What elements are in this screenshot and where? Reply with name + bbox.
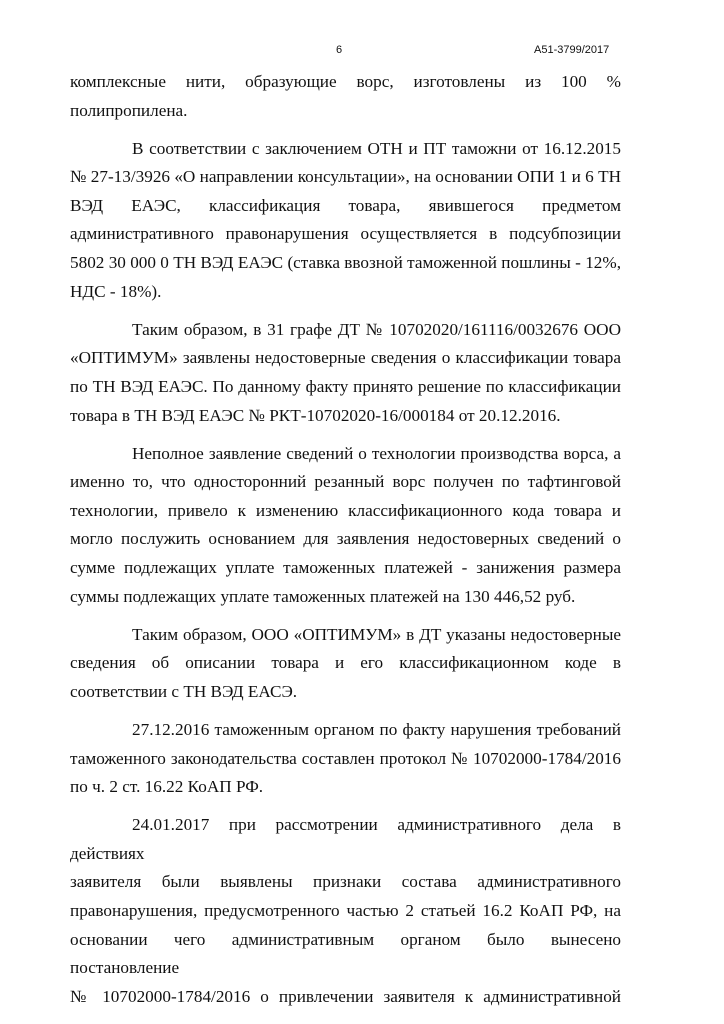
text-line: № 27-13/3926 «О направлении консультации», на основании ОПИ 1 и 6 ТН xyxy=(70,167,621,187)
text-line: Таким образом, ООО «ОПТИМУМ» в ДТ указаны недостоверные xyxy=(132,624,621,644)
paragraph-false-info xyxy=(70,621,621,707)
paragraph-protocol xyxy=(70,716,621,802)
text-line: сведения об описании товара и его классификационном коде в xyxy=(70,653,621,673)
text-line: могло послужить основанием для заявления недостоверных сведений о xyxy=(70,529,621,549)
paragraph-classification xyxy=(70,135,621,307)
text-line: ВЭД ЕАЭС, классификация товара, явившегося предметом xyxy=(70,195,621,215)
text-line: товара в ТН ВЭД ЕАЭС № РКТ-10702020-16/000184 от 20.12.2016. xyxy=(70,405,561,425)
paragraph-resolution xyxy=(70,811,621,1011)
text-line: В соответствии с заключением ОТН и ПТ таможни от 16.12.2015 xyxy=(132,138,621,158)
text-line: полипропилена. xyxy=(70,100,188,120)
text-line: комплексные нити, образующие ворс, изготовлены из 100 % xyxy=(70,72,621,91)
text-line: соответствии с ТН ВЭД ЕАСЭ. xyxy=(70,681,298,701)
text-line: 27.12.2016 таможенным органом по факту нарушения требований xyxy=(132,719,621,739)
text-line: правонарушения, предусмотренного частью 2 статьей 16.2 КоАП РФ, на xyxy=(70,901,621,921)
text-line: Таким образом, в 31 графе ДТ № 10702020/161116/0032676 ООО xyxy=(132,319,621,339)
text-line: НДС - 18%). xyxy=(70,281,162,301)
document-body xyxy=(70,68,621,1011)
text-line: «ОПТИМУМ» заявлены недостоверные сведения о классификации товара xyxy=(70,348,621,368)
text-line: суммы подлежащих уплате таможенных платежей на 130 446,52 руб. xyxy=(70,586,576,606)
text-line: технологии, привело к изменению классификационного кода товара и xyxy=(70,500,621,520)
text-line: по ч. 2 ст. 16.22 КоАП РФ. xyxy=(70,777,264,797)
paragraph-continuation xyxy=(70,68,621,125)
text-line: административного правонарушения осуществляется в подсубпозиции xyxy=(70,224,621,244)
page-number: 6 xyxy=(336,44,343,56)
text-line: по ТН ВЭД ЕАЭС. По данному факту принято решение по классификации xyxy=(70,376,621,396)
paragraph-incomplete-statement xyxy=(70,440,621,612)
text-line: № 10702000-1784/2016 о привлечении заявителя к административной xyxy=(70,986,621,1006)
paragraph-declaration xyxy=(70,316,621,430)
case-number: А51-3799/2017 xyxy=(534,44,610,56)
text-line: Неполное заявление сведений о технологии производства ворса, а xyxy=(132,443,621,463)
text-line: 5802 30 000 0 ТН ВЭД ЕАЭС (ставка ввозной таможенной пошлины - 12%, xyxy=(70,253,621,273)
text-line: именно то, что односторонний резанный ворс получен по тафтинговой xyxy=(70,472,621,492)
text-line: таможенного законодательства составлен протокол № 10702000-1784/2016 xyxy=(70,748,621,768)
text-line: 24.01.2017 при рассмотрении административного дела в действиях xyxy=(70,815,621,863)
text-line: основании чего административным органом было вынесено постановление xyxy=(70,929,621,978)
text-line: сумме подлежащих уплате таможенных платежей - занижения размера xyxy=(70,558,621,577)
text-line: заявителя были выявлены признаки состава административного xyxy=(70,872,621,892)
